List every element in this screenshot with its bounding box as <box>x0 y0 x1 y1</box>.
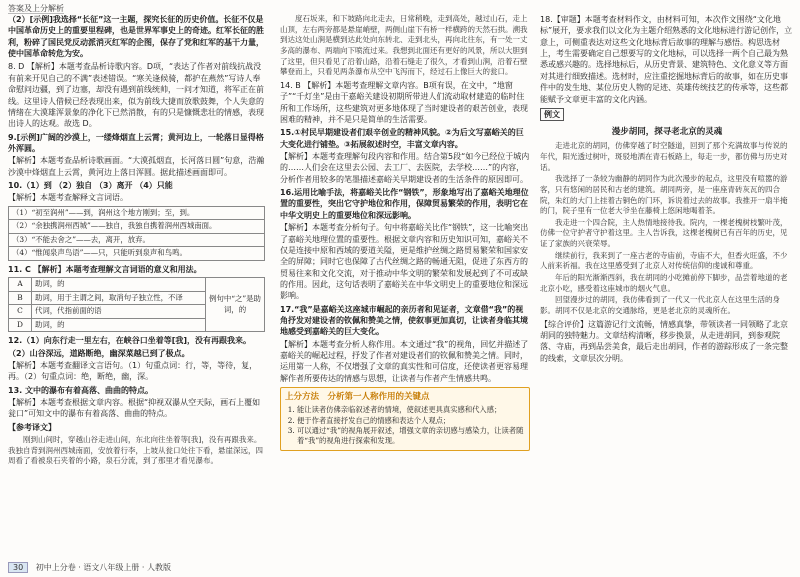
answer-intro: （2）[示例]我选择“长征”这一主题，探究长征的历史价值。长征不仅是中国革命历史上的重要里程碑，也是世界军事史上的奇迹。红军长征的胜利，粉碎了国民党反动派消灭红军的企图，保存了党和红军的基干力量，使中国革命转危为安。 <box>8 15 264 59</box>
table-cell: （1）“初至润州”——到，润州这个地方刚到；至，到。 <box>9 206 265 220</box>
table-row <box>9 247 265 261</box>
table-cell: C <box>9 305 32 319</box>
table-cell: 例句中“之”是助词，的 <box>206 278 265 332</box>
essay-title: 漫步胡同，探寻老北京的灵魂 <box>611 127 723 138</box>
table-cell: D <box>9 318 32 332</box>
column-middle <box>280 14 530 566</box>
answer-12: 12.（1）向东行走一里左右，在峡谷口坐着等[我]，没有再跟我来。 <box>8 336 252 346</box>
page-footer <box>8 562 171 573</box>
example-tag: 例文 <box>540 108 564 121</box>
answer-16: 16.运用比喻手法，将嘉峪关比作“钢铁”，形象地写出了嘉峪关地理位置的重要性，突出它守护地位和作用，保障贸易繁荣的作用，表明它在中华文明史上的重要地位和深远影响。 <box>280 188 529 220</box>
essay-paragraph: 我走进一个四合院，主人热情地接待我。院内，一棵老槐树枝繁叶茂，仿佛一位守护者守护着这里。主人告诉我，这棵老槐树已有百年的历史，见证了家族的兴衰荣辱。 <box>540 217 788 249</box>
essay-paragraph: 我选择了一条较为幽静的胡同作为此次漫步的起点，这里没有喧嚣的游客，只有悠闲的居民和古老的建筑。胡同两旁，是一座座青砖灰瓦的四合院，朱红的大门上挂着古铜色的门环，诉说着过去的故事。我推开一扇半掩的门，院子里有一位老大爷坐在藤椅上悠闲地喝着茶。 <box>540 174 788 216</box>
answer-17: 17.“我”是嘉峪关这座城市崛起的亲历者和见证者，文章借“我”的视角抒发对建设者的钦佩和赞美之情，使叙事更加真切，让读者身临其境地感受到嘉峪关的巨大变化。 <box>280 304 528 337</box>
table-row <box>9 233 265 247</box>
essay-paragraph: 年后的阳光渐渐西斜，我在胡同的小吃摊前停下脚步，品尝着地道的老北京小吃，感受着这座城市的烟火气息。 <box>540 272 788 293</box>
table-row <box>9 278 265 292</box>
table-cell: （3）“不能去舍之”——去，离开，放弃。 <box>9 233 265 247</box>
answer-13: 13. 文中的瀑布有着高落、曲曲的特点。 <box>8 385 153 395</box>
column-left <box>8 14 265 566</box>
reference-translation-heading: 【参考译文】 <box>8 422 56 432</box>
answer-13-analysis: 【解析】本题考查根据文章内容。根据“抑视双瀑从空天际，画石上覆如瓮口”可知文中的瀑布有着高落、曲曲的特点。 <box>8 398 261 419</box>
table-cell: 代词，代指前面的语 <box>32 305 206 319</box>
answer-10: 10.（1）到 （2）独自 （3）离开 （4）只能 <box>8 181 173 191</box>
table-row <box>9 206 265 220</box>
overall-comment: 【综合评价】这篇游记行文流畅，情感真挚，带领读者一同领略了北京胡同的独特魅力。文章结构清晰，移步换景，从走进胡同，到参观院落、寺庙，再到品尝美食，最后走出胡同，作者的游踪形成了一条完整的线索，文章层次分明。 <box>540 319 788 363</box>
answer-18: 18.【审题】本题考查材料作文，由材料可知，本次作文围绕“文化地标”展开，要求我们以文化为主题介绍熟悉的文化地标进行游记创作，立意上，可侧重表达对这些文化地标背后故事的理解与感悟。构思选材上，考生需要确定自己想要写的文化地标，可以选择一两个自己最为熟悉或感兴趣的。选择地标后，从历史背景、建筑特色、文化意义等方面对其进行细致描述。选材时，应注重挖掘地标背后的故事，如在历史事件中的发生地、某位历史人物的足迹、英雄传统技艺的传承等，这些都能赋予文章更丰富的文化内涵。 <box>540 15 793 104</box>
table-11 <box>8 277 265 332</box>
column-right <box>540 14 794 566</box>
book-title: 初中上分卷 · 语文八年级上册 · 人教版 <box>35 562 171 572</box>
table-cell: （4）“惟闻泉声鸟语”——只，只能听到泉声和鸟鸣。 <box>9 247 265 261</box>
answer-9: 9.[示例]广阔的沙漠上，一缕烽烟直上云霄；黄河边上，一轮落日显得格外浑圆。 <box>8 132 264 153</box>
table-cell: 助词，用于主谓之间，取消句子独立性，不译 <box>32 291 206 305</box>
answer-15-analysis: 【解析】本题考查理解句段内容和作用。结合第5段“如今已经位于城内的……人们会在这里去公园、去工厂、去医院，去学校……”的内容，分析作者用较多的笔墨描述嘉峪关早期建设者的生活条件的原因即可。 <box>280 152 530 184</box>
answer-11: 11. C 【解析】本题考查理解文言词语的意义和用法。 <box>8 264 202 274</box>
answer-10-analysis: 【解析】本题考查解释文言词语。 <box>8 193 128 203</box>
table-row <box>9 220 265 234</box>
answer-16-analysis: 【解析】本题考查分析句子。句中将嘉峪关比作“钢铁”，这一比喻突出了嘉峪关地理位置的重要性。根据文章内容和历史知识可知，嘉峪关不仅是连接中原和西域的要道关隘，更是维护丝绸之路贸易繁荣和国家安全的屏障；同时它也保障了古代丝绸之路的畅通无阻，促进了东西方的贸易往来和文化交流，对于推动中华文明的繁荣和发展起到了不可或缺的作用。因此，这句话表明了嘉峪关在中华文明史上的重要地位和深远影响。 <box>280 223 529 301</box>
answer-15: 15.①村民早期建设者们艰辛创业的精神风貌。②为后文写嘉峪关的巨大变化进行铺垫。③拓展叙述时空，丰富文章内容。 <box>280 128 524 149</box>
method-box <box>280 387 530 451</box>
translation-continued: 度石坂来，和下坡路向北走去，日常稍晚，走到高处，越过山石，走上山顶，左右两旁都是悬崖峭壁，两侧山崖下有桥一样横跨的天然石拱。溯我到达这处山涧是横到达此处向东转北、走到北头，再向北往东，有一处一丈多高的瀑布、两端向下喷流过来。我想到北面还有更好的风景，所以大胆到了这里，但只看见了沿着山路，沿着石缝走了很久，才看到山涧，沿着石壁攀登而上，只看见两条瀑布从空中飞泻而下，经过石上像巨大的瓮口。 <box>280 14 528 77</box>
table-10 <box>8 206 265 261</box>
answer-12b: （2）山谷深远，道路断绝，幽深菜越已到了极点。 <box>8 348 190 358</box>
answer-17-analysis: 【解析】本题考查分析人称作用。本文通过“我”的视角，回忆并描述了嘉峪关的崛起过程，抒发了作者对建设者们的钦佩和赞美之情。同时，运用第一人称，不仅增强了文章的真实性和可信度，还使读者更容易理解作者所要传达的情感与思想，让读者与作者产生情感共鸣。 <box>280 339 529 383</box>
page-header: 答案及上分解析 <box>8 4 64 13</box>
answer-14: 14. B 【解析】本题考查理解文章内容。B项有误，在文中，“地窗子”“千灯坐”是由干嘉峪关建设初期所带进人们流动取材建造的临时住所和工作场所，这些建筑对更多地体现了当时建设者的艰苦创业，表现困难的精神，并不是只是简单的生活需要。 <box>280 80 528 124</box>
method-title: 上分方法 分析第一人称作用的关键点 <box>285 392 430 403</box>
essay-paragraph: 走进北京的胡同，仿佛穿越了时空隧道，回到了那个充满故事与传说的年代，阳光透过树叶，斑驳地洒在青石板路上，每走一步，都仿佛与历史对话。 <box>540 141 788 172</box>
essay-paragraph: 回望漫步过的胡同，我仿佛看到了一代又一代北京人在这里生活的身影。胡同不仅是北京的交通脉络，更是老北京的灵魂所在。 <box>540 295 780 315</box>
reference-translation: 刚到山间时，穿越山谷走进山间，东北向往坐着等[我]，没有再跟我来。我独自背到润州西城南面，安放着行李，上坡从瓮口处往下看，悬崖深远，四周看了看被泉石夹着的小路，泉石分流，到了那里才看见瀑布。 <box>8 435 263 466</box>
table-cell: （2）“余独携润州西城”——独自，我独自携着润州西城南面。 <box>9 220 265 234</box>
answer-9-analysis: 【解析】本题考查品析诗歌画面。“大漠孤烟直，长河落日圆”句意，浩瀚沙漠中烽烟直上云霄，黄河边上落日浑圆。据此描述画面即可。 <box>8 156 265 177</box>
answer-8: 8. D 【解析】本题考查品析诗歌内容。D项，“表达了作者对前线抗战没有前来开见自己的不满”表述错误。“寒关逢候骑，都护在燕然”写诗人奉命慰问边疆，到了边塞，却没有遇到前线统帅，一问才知道，将军正在前线。这里诗人借候已经表现出来，似为前线大捷而放歌鼓舞，个人失意的情绪在大漠雄浑景象的净化下已然消散，有的只是慷慨悲壮的情感，表现出诗人的达观。故选 D。 <box>8 62 264 129</box>
method-list <box>285 405 525 446</box>
list-item: 3. 可以通过“我”的视角展开叙述，增强文章的亲切感与感染力，让读者随着“我”的视角进行探索和发现。 <box>297 426 525 447</box>
table-cell: 助词，的 <box>32 318 206 332</box>
table-cell: A <box>9 278 32 292</box>
page-number: 30 <box>8 562 28 573</box>
list-item: 1. 能让读者仿佛亲临叙述者的情境，使叙述更具真实感和代入感； <box>297 405 525 415</box>
essay-paragraph: 继续前行，我来到了一座古老的寺庙前，寺庙不大，但香火旺盛，不少人前来祈福。我在这里感受到了北京人对传统信仰的虔诚和尊重。 <box>540 250 788 271</box>
table-cell: 助词，的 <box>32 278 206 292</box>
table-cell: B <box>9 291 32 305</box>
list-item: 2. 便于作者直接抒发自己的情感和表达个人观点； <box>297 416 525 426</box>
answer-12-analysis: 【解析】本题考查翻译文言语句。（1）句重点词：行，等，等待，复，再。（2）句重点词：绝，断绝，幽，深。 <box>8 360 258 382</box>
